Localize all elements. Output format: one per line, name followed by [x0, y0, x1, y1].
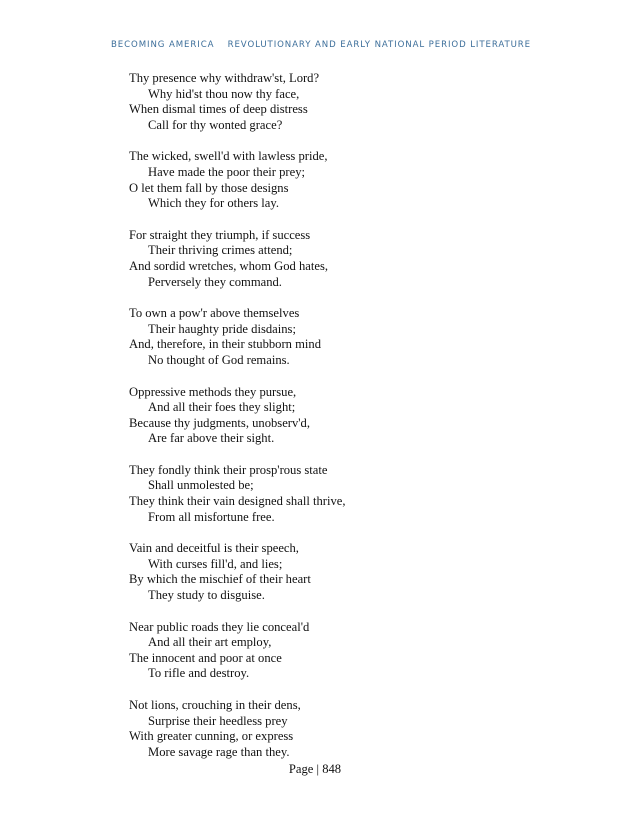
running-header	[111, 40, 531, 50]
stanza-1	[129, 71, 509, 133]
poem-line: And all their foes they slight;	[148, 400, 296, 415]
poem-line: More savage rage than they.	[148, 744, 290, 759]
poem-line: O let them fall by those designs	[129, 180, 289, 195]
poem-line: Their haughty pride disdains;	[148, 321, 296, 336]
header-book-title: BECOMING AMERICA	[111, 40, 215, 50]
poem-line: From all misfortune free.	[148, 509, 275, 524]
poem-line: Their thriving crimes attend;	[148, 243, 293, 258]
poem-line: When dismal times of deep distress	[129, 102, 308, 117]
poem-line: And, therefore, in their stubborn mind	[129, 337, 322, 352]
poem-line: And all their art employ,	[148, 635, 272, 650]
stanza-6	[129, 463, 509, 525]
poem-line: Thy presence why withdraw'st, Lord?	[129, 71, 320, 85]
stanza-2	[129, 149, 509, 211]
poem-line: Have made the poor their prey;	[148, 164, 306, 179]
poem-line: They fondly think their prosp'rous state	[129, 462, 328, 477]
stanza-3	[129, 228, 509, 290]
poem-line: They think their vain designed shall thrive,	[129, 494, 346, 509]
poem-line: The innocent and poor at once	[129, 650, 282, 665]
poem-line: Vain and deceitful is their speech,	[129, 541, 299, 556]
poem-line: By which the mischief of their heart	[129, 572, 311, 587]
poem-line: Shall unmolested be;	[148, 478, 254, 493]
poem-line: They study to disguise.	[148, 588, 265, 603]
poem-line: To own a pow'r above themselves	[129, 306, 300, 321]
poem-line: Not lions, crouching in their dens,	[129, 698, 301, 712]
poem-line: For straight they triumph, if success	[129, 227, 311, 242]
poem-line: With curses fill'd, and lies;	[148, 556, 283, 571]
page-number-footer: Page | 848	[288, 762, 342, 776]
poem-line: Are far above their sight.	[148, 431, 275, 446]
stanza-4	[129, 306, 509, 368]
poem-body	[129, 71, 509, 776]
poem-line: To rifle and destroy.	[148, 666, 250, 681]
stanza-7	[129, 541, 509, 603]
stanza-5	[129, 385, 509, 447]
poem-line: Because thy judgments, unobserv'd,	[129, 415, 310, 430]
poem-line: Near public roads they lie conceal'd	[129, 619, 310, 634]
stanza-8	[129, 620, 509, 682]
poem-line: And sordid wretches, whom God hates,	[129, 258, 329, 273]
poem-line: Call for thy wonted grace?	[148, 117, 283, 132]
poem-line: Oppressive methods they pursue,	[129, 384, 297, 399]
poem-line: Perversely they command.	[148, 274, 282, 289]
poem-line: With greater cunning, or express	[129, 729, 294, 744]
poem-line: The wicked, swell'd with lawless pride,	[129, 149, 328, 164]
poem-line: Surprise their heedless prey	[148, 713, 288, 728]
stanza-9	[129, 698, 509, 760]
poem-line: Which they for others lay.	[148, 196, 280, 211]
poem-line: No thought of God remains.	[148, 352, 290, 367]
poem-line: Why hid'st thou now thy face,	[148, 86, 300, 101]
header-section-title: REVOLUTIONARY AND EARLY NATIONAL PERIOD LITERATURE	[227, 40, 531, 50]
